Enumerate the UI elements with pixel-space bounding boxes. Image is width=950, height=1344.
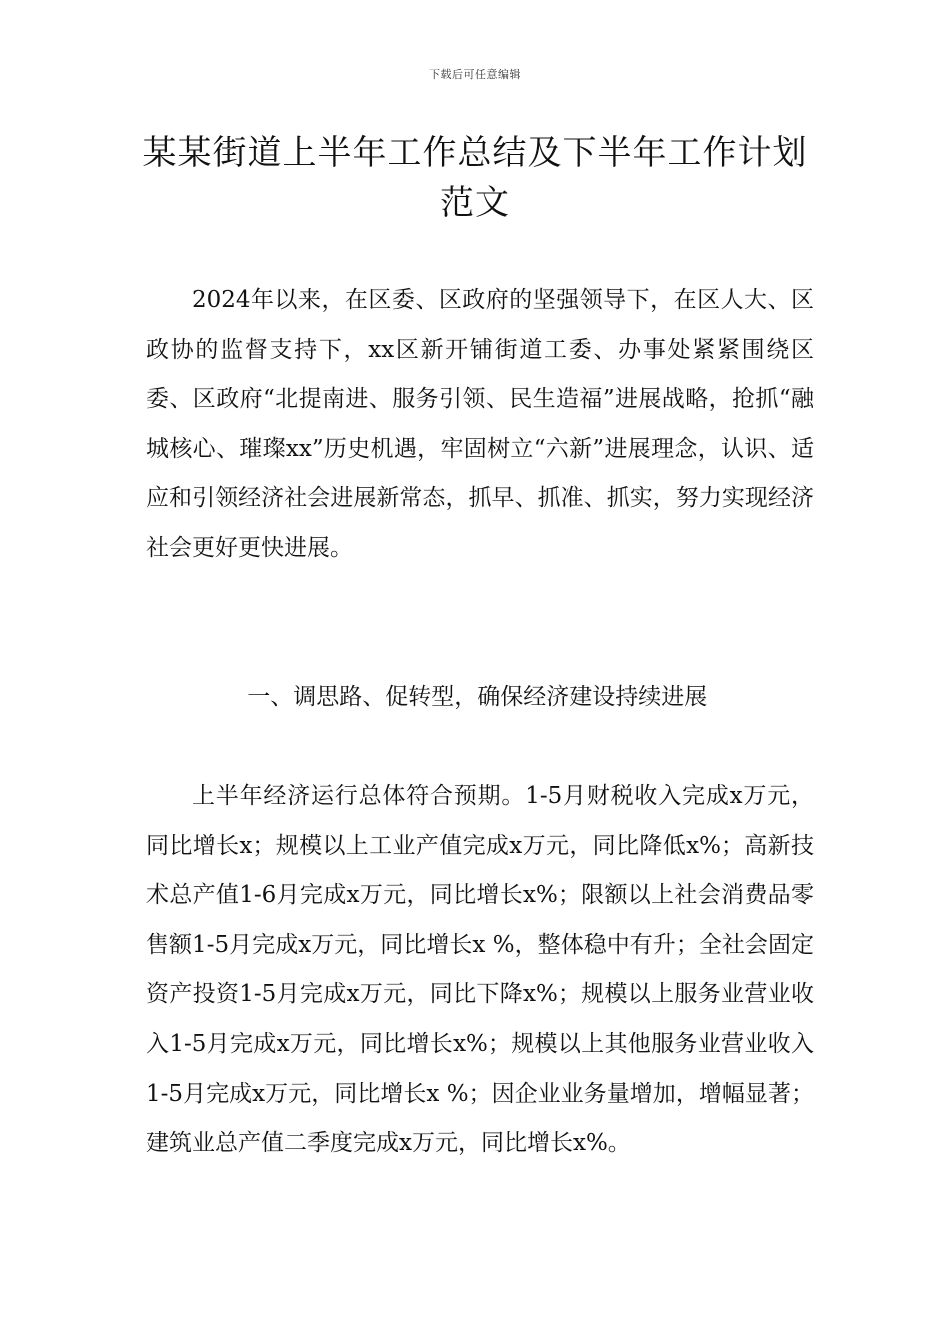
intro-paragraph: 2024年以来，在区委、区政府的坚强领导下，在区人大、区政协的监督支持下，xx区新开铺街道工委、办事处紧紧围绕区委、区政府“北提南进、服务引领、民生造福”进展战略，抢抓“融城核心、璀璨xx”历史机遇，牢固树立“六新”进展理念，认识、适应和引领经济社会进展新常态，抓早、抓准、抓实，努力实现经济社会更好更快进展。 <box>146 287 814 561</box>
section-body-paragraph: 上半年经济运行总体符合预期。1-5月财税收入完成x万元，同比增长x；规模以上工业产值完成x万元，同比降低x%；高新技术总产值1-6月完成x万元，同比增长x%；限额以上社会消费品零售额1-5月完成x万元，同比增长x %，整体稳中有升；全社会固定资产投资1-5月完成x万元，同比下降x%；规模以上服务业营业收入1-5月完成x万元，同比增长x%；规模以上其他服务业营业收入1-5月完成x万元，同比增长x %；因企业业务量增加，增幅显著；建筑业总产值二季度完成x万元，同比增长x%。 <box>146 783 814 1157</box>
document-title: 某某街道上半年工作总结及下半年工作计划范文 <box>142 133 808 223</box>
page-header-note: 下载后可任意编辑 <box>429 68 521 81</box>
section-heading: 一、调思路、促转型，确保经济建设持续进展 <box>247 684 708 710</box>
